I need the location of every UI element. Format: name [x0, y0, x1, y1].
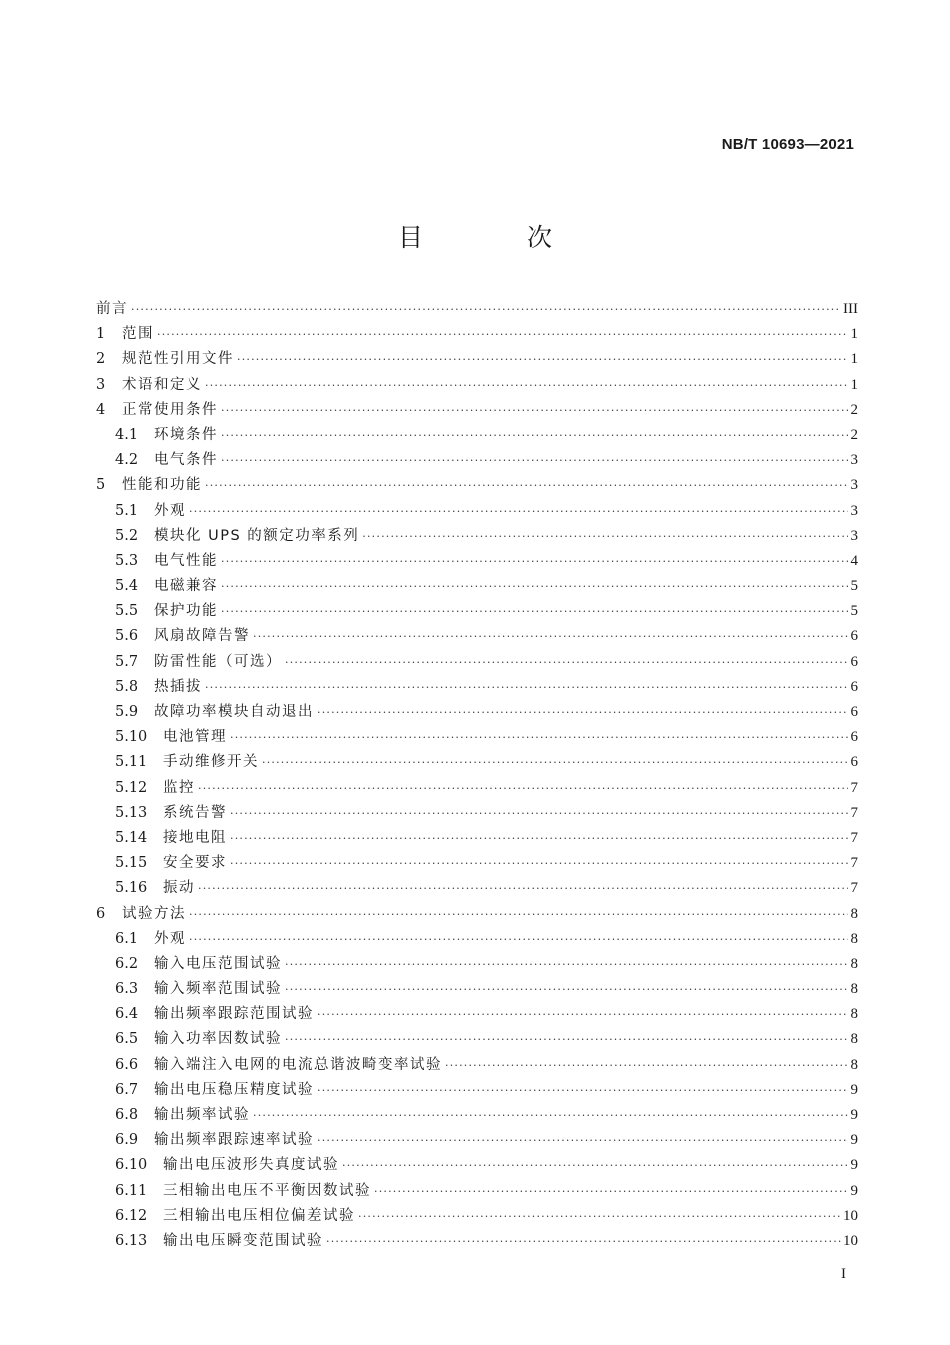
- page-title: 目 次: [398, 223, 600, 252]
- toc-section-title: 安全要求: [163, 855, 227, 872]
- page-number: I: [841, 1266, 846, 1282]
- toc-dot-leader: [374, 1179, 848, 1204]
- toc-section-number: 6.3: [115, 981, 139, 998]
- toc-page-number: 6: [850, 729, 858, 746]
- toc-section-title: 环境条件: [154, 426, 218, 443]
- toc-dot-leader: [317, 1078, 848, 1103]
- toc-section-number: 5.13: [115, 804, 148, 821]
- toc-dot-leader: [230, 851, 848, 876]
- toc-page-number: 10: [843, 1207, 858, 1224]
- toc-section-number: 5: [96, 477, 106, 494]
- toc-section-number: 6.12: [115, 1207, 148, 1224]
- toc-dot-leader: [237, 347, 848, 372]
- toc-section-title: 正常使用条件: [122, 401, 218, 418]
- toc-section-title: 三相输出电压相位偏差试验: [163, 1207, 355, 1224]
- toc-page-number: 1: [850, 376, 858, 393]
- toc-section-number: 6.10: [115, 1157, 148, 1174]
- toc-dot-leader: [230, 826, 848, 851]
- toc-page-number: 8: [850, 981, 858, 998]
- toc-entry[interactable]: [96, 574, 858, 599]
- toc-dot-leader: [317, 700, 848, 725]
- toc-page-number: 9: [850, 1182, 858, 1199]
- toc-page-number: 6: [850, 678, 858, 695]
- toc-entry[interactable]: [96, 297, 858, 322]
- toc-entry[interactable]: [96, 1204, 858, 1229]
- toc-entry[interactable]: [96, 423, 858, 448]
- toc-page-number: 7: [850, 880, 858, 897]
- toc-entry[interactable]: [96, 851, 858, 876]
- toc-section-title: 保护功能: [154, 603, 218, 620]
- toc-entry[interactable]: [96, 927, 858, 952]
- toc-section-title: 规范性引用文件: [122, 351, 234, 368]
- toc-entry[interactable]: [96, 499, 858, 524]
- toc-section-title: 外观: [154, 930, 186, 947]
- toc-entry[interactable]: [96, 347, 858, 372]
- toc-section-number: 5.12: [115, 779, 148, 796]
- toc-entry[interactable]: [96, 826, 858, 851]
- toc-page-number: 3: [850, 452, 858, 469]
- toc-section-number: 6.11: [115, 1182, 148, 1199]
- toc-entry[interactable]: [96, 398, 858, 423]
- toc-page-number: 2: [850, 401, 858, 418]
- table-of-contents: [96, 297, 858, 1254]
- toc-page-number: 8: [850, 905, 858, 922]
- toc-section-title: 监控: [163, 779, 195, 796]
- toc-section-number: 6.7: [115, 1081, 139, 1098]
- toc-dot-leader: [362, 524, 848, 549]
- toc-dot-leader: [285, 977, 848, 1002]
- toc-page-number: 8: [850, 1006, 858, 1023]
- toc-page-number: 7: [850, 804, 858, 821]
- toc-section-number: 5.8: [115, 678, 139, 695]
- toc-section-title: 电气性能: [154, 552, 218, 569]
- toc-entry[interactable]: [96, 1078, 858, 1103]
- toc-page-number: 5: [850, 603, 858, 620]
- toc-section-title: 输出电压瞬变范围试验: [163, 1232, 323, 1249]
- toc-dot-leader: [198, 876, 848, 901]
- toc-page-number: 5: [850, 578, 858, 595]
- toc-entry[interactable]: [96, 624, 858, 649]
- toc-section-number: 6.1: [115, 930, 139, 947]
- toc-page-number: 9: [850, 1081, 858, 1098]
- toc-page-number: 1: [850, 351, 858, 368]
- toc-section-number: 3: [96, 376, 106, 393]
- toc-page-number: 3: [850, 502, 858, 519]
- toc-section-title: 外观: [154, 502, 186, 519]
- toc-section-title: 接地电阻: [163, 829, 227, 846]
- toc-entry[interactable]: [96, 801, 858, 826]
- toc-entry[interactable]: [96, 977, 858, 1002]
- toc-dot-leader: [189, 499, 848, 524]
- toc-section-title: 术语和定义: [122, 376, 202, 393]
- toc-page-number: 6: [850, 704, 858, 720]
- toc-page-number: 7: [850, 829, 858, 846]
- toc-dot-leader: [157, 322, 848, 347]
- toc-dot-leader: [221, 423, 848, 448]
- toc-section-number: 6.4: [115, 1006, 139, 1023]
- toc-section-number: 5.4: [115, 578, 139, 595]
- toc-section-number: 5.11: [115, 754, 148, 771]
- toc-dot-leader: [285, 1027, 848, 1052]
- toc-entry[interactable]: [96, 1153, 858, 1178]
- toc-entry[interactable]: [96, 473, 858, 498]
- toc-dot-leader: [342, 1153, 848, 1178]
- toc-entry[interactable]: [96, 373, 858, 398]
- toc-section-title: 电气条件: [154, 452, 218, 469]
- toc-entry[interactable]: [96, 1027, 858, 1052]
- toc-section-number: 6.9: [115, 1132, 139, 1149]
- toc-page-number: 7: [850, 855, 858, 872]
- toc-section-number: 5.16: [115, 880, 148, 897]
- toc-entry[interactable]: [96, 776, 858, 801]
- toc-section-title: 输入端注入电网的电流总谐波畸变率试验: [154, 1056, 442, 1073]
- toc-section-title: 手动维修开关: [163, 754, 259, 771]
- toc-section-number: 5.1: [115, 502, 139, 519]
- toc-section-title: 振动: [163, 880, 195, 897]
- toc-dot-leader: [205, 473, 848, 498]
- toc-section-number: 5.5: [115, 603, 139, 620]
- toc-dot-leader: [262, 750, 848, 775]
- toc-entry[interactable]: [96, 725, 858, 750]
- toc-dot-leader: [285, 650, 848, 675]
- toc-entry[interactable]: [96, 448, 858, 473]
- toc-dot-leader: [221, 549, 848, 574]
- toc-dot-leader: [253, 624, 848, 649]
- toc-dot-leader: [285, 952, 848, 977]
- toc-dot-leader: [230, 801, 848, 826]
- toc-section-title: 性能和功能: [122, 477, 202, 494]
- toc-section-title: 输出频率跟踪速率试验: [154, 1132, 314, 1149]
- toc-dot-leader: [317, 1002, 848, 1027]
- toc-page-number: 3: [850, 527, 858, 544]
- toc-section-title: 故障功率模块自动退出: [154, 704, 314, 720]
- toc-dot-leader: [221, 448, 848, 473]
- toc-section-number: 4.1: [115, 426, 139, 443]
- toc-section-number: 6.6: [115, 1056, 139, 1073]
- toc-entry[interactable]: [96, 952, 858, 977]
- toc-page-number: 9: [850, 1132, 858, 1149]
- toc-section-title: 电磁兼容: [154, 578, 218, 595]
- toc-entry[interactable]: [96, 650, 858, 675]
- toc-entry[interactable]: [96, 876, 858, 901]
- toc-section-title: 风扇故障告警: [154, 628, 250, 645]
- toc-dot-leader: [205, 675, 848, 700]
- toc-page-number: 3: [850, 477, 858, 494]
- toc-page-number: III: [843, 301, 858, 317]
- toc-dot-leader: [221, 398, 848, 423]
- toc-page-number: 8: [850, 930, 858, 947]
- toc-section-title: 试验方法: [122, 905, 186, 922]
- toc-entry[interactable]: [96, 700, 858, 725]
- toc-section-number: 5.9: [115, 704, 139, 720]
- toc-section-title: 输入电压范围试验: [154, 955, 282, 972]
- toc-section-number: 5.2: [115, 527, 139, 544]
- toc-entry[interactable]: [96, 599, 858, 624]
- toc-dot-leader: [358, 1204, 841, 1229]
- toc-section-title: 范围: [122, 326, 154, 343]
- toc-dot-leader: [205, 373, 848, 398]
- toc-section-title: 输入频率范围试验: [154, 981, 282, 998]
- toc-page-number: 10: [843, 1232, 858, 1249]
- toc-section-number: 6.5: [115, 1031, 139, 1048]
- toc-section-number: 5.14: [115, 829, 148, 846]
- toc-section-title: 三相输出电压不平衡因数试验: [163, 1182, 371, 1199]
- toc-section-title: 输出频率跟踪范围试验: [154, 1006, 314, 1023]
- toc-page-number: 7: [850, 779, 858, 796]
- toc-page-number: 2: [850, 426, 858, 443]
- toc-section-number: 5.6: [115, 628, 139, 645]
- toc-section-title: 电池管理: [163, 729, 227, 746]
- toc-entry[interactable]: [96, 1103, 858, 1128]
- toc-page-number: 8: [850, 1031, 858, 1048]
- toc-entry[interactable]: [96, 675, 858, 700]
- toc-entry[interactable]: [96, 1179, 858, 1204]
- toc-section-number: 4: [96, 401, 106, 418]
- toc-page-number: 8: [850, 955, 858, 972]
- toc-page-number: 6: [850, 754, 858, 771]
- toc-page-number: 6: [850, 653, 858, 670]
- toc-section-number: 5.15: [115, 855, 148, 872]
- toc-entry[interactable]: [96, 1128, 858, 1153]
- toc-page-number: 8: [850, 1056, 858, 1073]
- toc-entry[interactable]: [96, 1002, 858, 1027]
- toc-section-title: 防雷性能（可选）: [154, 653, 282, 670]
- toc-dot-leader: [189, 902, 848, 927]
- toc-section-title: 热插拔: [154, 678, 202, 695]
- toc-entry[interactable]: [96, 750, 858, 775]
- toc-section-number: 6.13: [115, 1232, 148, 1249]
- toc-dot-leader: [317, 1128, 848, 1153]
- toc-dot-leader: [198, 776, 848, 801]
- toc-section-number: 6: [96, 905, 106, 922]
- toc-section-title: 输入功率因数试验: [154, 1031, 282, 1048]
- toc-entry[interactable]: [96, 524, 858, 549]
- toc-section-title: 模块化 UPS 的额定功率系列: [154, 527, 360, 544]
- toc-section-title: 前言: [96, 301, 128, 317]
- toc-section-number: 6.8: [115, 1107, 139, 1123]
- toc-page-number: 9: [850, 1107, 858, 1123]
- toc-section-title: 系统告警: [163, 804, 227, 821]
- toc-dot-leader: [131, 297, 841, 322]
- toc-section-title: 输出电压波形失真度试验: [163, 1157, 339, 1174]
- toc-page-number: 9: [850, 1157, 858, 1174]
- toc-dot-leader: [326, 1229, 841, 1254]
- toc-entry[interactable]: [96, 322, 858, 347]
- toc-dot-leader: [189, 927, 848, 952]
- toc-section-number: 2: [96, 351, 106, 368]
- toc-section-number: 1: [96, 326, 106, 343]
- toc-page-number: 4: [850, 552, 858, 569]
- toc-dot-leader: [230, 725, 848, 750]
- toc-entry[interactable]: [96, 1053, 858, 1078]
- toc-section-number: 6.2: [115, 955, 139, 972]
- document-number: NB/T 10693—2021: [721, 136, 854, 153]
- toc-section-number: 5.3: [115, 552, 139, 569]
- toc-page-number: 6: [850, 628, 858, 645]
- toc-entry[interactable]: [96, 549, 858, 574]
- toc-entry[interactable]: [96, 1229, 858, 1254]
- toc-dot-leader: [221, 574, 848, 599]
- toc-dot-leader: [221, 599, 848, 624]
- toc-section-number: 4.2: [115, 452, 139, 469]
- toc-page-number: 1: [850, 326, 858, 343]
- toc-section-number: 5.7: [115, 653, 139, 670]
- toc-dot-leader: [253, 1103, 848, 1128]
- toc-section-title: 输出电压稳压精度试验: [154, 1081, 314, 1098]
- toc-section-title: 输出频率试验: [154, 1107, 250, 1123]
- toc-dot-leader: [445, 1053, 848, 1078]
- toc-entry[interactable]: [96, 902, 858, 927]
- toc-section-number: 5.10: [115, 729, 148, 746]
